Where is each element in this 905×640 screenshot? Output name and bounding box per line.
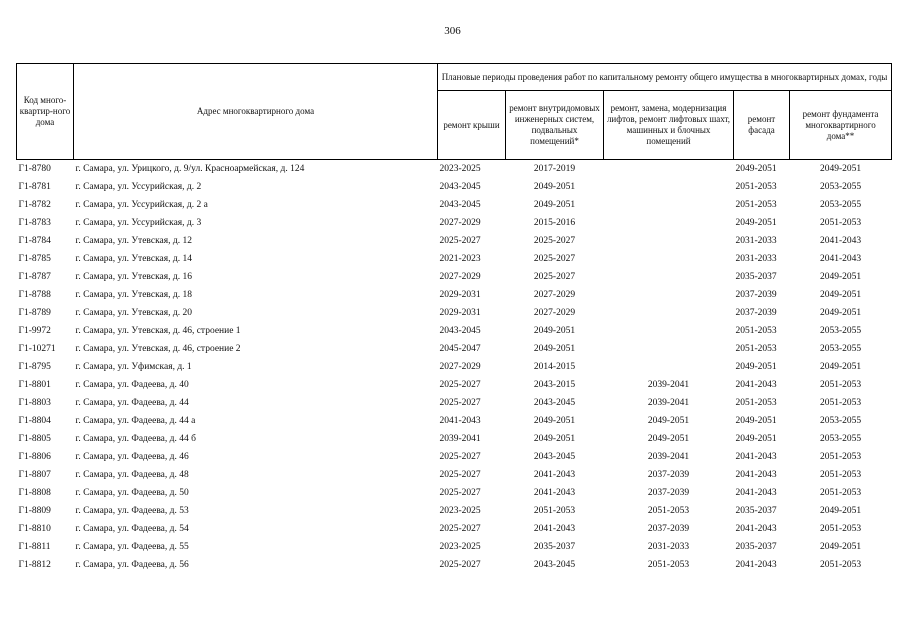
- cell-lifts: 2031-2033: [647, 542, 690, 552]
- cell-facade: 2035-2037: [735, 542, 777, 552]
- header-facade: ремонт фасада: [734, 91, 790, 160]
- cell-systems: 2049-2051: [533, 416, 576, 426]
- table-row: [17, 358, 892, 376]
- cell-code: Г1-9972: [18, 326, 51, 336]
- cell-systems: 2049-2051: [533, 200, 576, 210]
- table-row: [17, 484, 892, 502]
- page-number: 306: [444, 25, 461, 37]
- cell-address: г. Самара, ул. Фадеева, д. 48: [75, 470, 189, 480]
- cell-facade: 2049-2051: [735, 362, 777, 372]
- cell-address: г. Самара, ул. Фадеева, д. 55: [75, 542, 189, 552]
- cell-facade: 2031-2033: [735, 254, 777, 264]
- cell-systems: 2043-2045: [533, 452, 576, 462]
- cell-roof: 2043-2045: [439, 200, 481, 210]
- cell-facade: 2049-2051: [735, 164, 777, 174]
- cell-lifts: [604, 340, 734, 358]
- cell-code: Г1-8789: [18, 308, 51, 318]
- cell-facade: 2041-2043: [735, 560, 777, 570]
- cell-address: г. Самара, ул. Урицкого, д. 9/ул. Красноармейская, д. 124: [75, 164, 305, 174]
- header-address: Адрес многоквартирного дома: [74, 64, 438, 160]
- cell-systems: 2041-2043: [533, 470, 576, 480]
- cell-facade: 2041-2043: [735, 524, 777, 534]
- cell-code: Г1-8810: [18, 524, 51, 534]
- cell-foundation: 2051-2053: [819, 380, 862, 390]
- cell-foundation: 2053-2055: [819, 434, 862, 444]
- table-row: [17, 466, 892, 484]
- table-header: [17, 64, 892, 160]
- cell-address: г. Самара, ул. Утевская, д. 16: [75, 272, 192, 282]
- cell-systems: 2049-2051: [533, 182, 576, 192]
- cell-lifts: 2039-2041: [647, 398, 690, 408]
- table-row: [17, 322, 892, 340]
- cell-lifts: [604, 160, 734, 179]
- cell-facade: 2041-2043: [735, 488, 777, 498]
- cell-lifts: 2037-2039: [647, 524, 690, 534]
- cell-facade: 2035-2037: [735, 272, 777, 282]
- cell-code: Г1-8787: [18, 272, 51, 282]
- cell-roof: 2025-2027: [439, 560, 481, 570]
- cell-roof: 2023-2025: [439, 164, 481, 174]
- cell-address: г. Самара, ул. Фадеева, д. 40: [75, 380, 189, 390]
- header-foundation: ремонт фундамента многоквартирного дома**: [790, 91, 892, 160]
- cell-foundation: 2051-2053: [819, 488, 862, 498]
- cell-foundation: 2051-2053: [819, 218, 862, 228]
- cell-code: Г1-8809: [18, 506, 51, 516]
- cell-foundation: 2049-2051: [819, 272, 862, 282]
- cell-code: Г1-8806: [18, 452, 51, 462]
- cell-foundation: 2051-2053: [819, 560, 862, 570]
- cell-foundation: 2051-2053: [819, 398, 862, 408]
- cell-lifts: [604, 250, 734, 268]
- header-systems: ремонт внутридомовых инженерных систем, подвальных помещений*: [506, 91, 604, 160]
- cell-systems: 2043-2015: [533, 380, 576, 390]
- table-body: [17, 160, 892, 575]
- table-row: [17, 250, 892, 268]
- cell-address: г. Самара, ул. Уссурийская, д. 2 а: [75, 200, 208, 210]
- cell-facade: 2031-2033: [735, 236, 777, 246]
- table-row: [17, 232, 892, 250]
- cell-systems: 2025-2027: [533, 236, 576, 246]
- cell-code: Г1-8795: [18, 362, 51, 372]
- cell-systems: 2051-2053: [533, 506, 576, 516]
- cell-systems: 2027-2029: [533, 308, 576, 318]
- table-row: [17, 538, 892, 556]
- cell-facade: 2051-2053: [735, 398, 777, 408]
- cell-systems: 2025-2027: [533, 254, 576, 264]
- cell-roof: 2025-2027: [439, 236, 481, 246]
- cell-lifts: 2051-2053: [647, 560, 690, 570]
- cell-lifts: [604, 196, 734, 214]
- header-code: Код много-квартир-ного дома: [17, 64, 74, 160]
- cell-facade: 2051-2053: [735, 200, 777, 210]
- cell-roof: 2025-2027: [439, 398, 481, 408]
- cell-foundation: 2053-2055: [819, 182, 862, 192]
- table-row: [17, 556, 892, 574]
- cell-foundation: 2049-2051: [819, 506, 862, 516]
- cell-lifts: 2049-2051: [647, 434, 690, 444]
- cell-code: Г1-8788: [18, 290, 51, 300]
- table-row: [17, 268, 892, 286]
- cell-lifts: [604, 358, 734, 376]
- cell-address: г. Самара, ул. Фадеева, д. 46: [75, 452, 189, 462]
- cell-code: Г1-8783: [18, 218, 51, 228]
- cell-facade: 2037-2039: [735, 308, 777, 318]
- cell-address: г. Самара, ул. Фадеева, д. 44 а: [75, 416, 196, 426]
- cell-address: г. Самара, ул. Фадеева, д. 44: [75, 398, 189, 408]
- cell-foundation: 2051-2053: [819, 470, 862, 480]
- cell-address: г. Самара, ул. Фадеева, д. 44 б: [75, 434, 196, 444]
- cell-systems: 2049-2051: [533, 326, 576, 336]
- cell-lifts: 2039-2041: [647, 452, 690, 462]
- header-roof: ремонт крыши: [438, 91, 506, 160]
- table-row: [17, 178, 892, 196]
- table-row: [17, 520, 892, 538]
- cell-roof: 2045-2047: [439, 344, 481, 354]
- cell-roof: 2025-2027: [439, 524, 481, 534]
- capital-repair-table: [16, 63, 892, 574]
- cell-systems: 2014-2015: [533, 362, 576, 372]
- cell-code: Г1-8801: [18, 380, 51, 390]
- cell-foundation: 2041-2043: [819, 254, 862, 264]
- cell-systems: 2049-2051: [533, 434, 576, 444]
- cell-foundation: 2049-2051: [819, 290, 862, 300]
- cell-code: Г1-8782: [18, 200, 51, 210]
- table-row: [17, 376, 892, 394]
- cell-code: Г1-8807: [18, 470, 51, 480]
- table-row: [17, 160, 892, 179]
- cell-code: Г1-8780: [18, 164, 51, 174]
- cell-lifts: [604, 304, 734, 322]
- cell-facade: 2041-2043: [735, 470, 777, 480]
- cell-facade: 2037-2039: [735, 290, 777, 300]
- cell-foundation: 2051-2053: [819, 452, 862, 462]
- cell-systems: 2015-2016: [533, 218, 576, 228]
- cell-systems: 2049-2051: [533, 344, 576, 354]
- cell-address: г. Самара, ул. Уссурийская, д. 3: [75, 218, 202, 228]
- cell-systems: 2043-2045: [533, 398, 576, 408]
- cell-systems: 2041-2043: [533, 488, 576, 498]
- cell-facade: 2051-2053: [735, 344, 777, 354]
- cell-facade: 2035-2037: [735, 506, 777, 516]
- cell-address: г. Самара, ул. Утевская, д. 20: [75, 308, 192, 318]
- cell-code: Г1-8805: [18, 434, 51, 444]
- cell-facade: 2041-2043: [735, 380, 777, 390]
- cell-address: г. Самара, ул. Утевская, д. 46, строение 2: [75, 344, 241, 354]
- cell-roof: 2041-2043: [439, 416, 481, 426]
- cell-code: Г1-10271: [18, 344, 56, 354]
- cell-lifts: 2049-2051: [647, 416, 690, 426]
- cell-systems: 2041-2043: [533, 524, 576, 534]
- table-row: [17, 340, 892, 358]
- cell-facade: 2051-2053: [735, 182, 777, 192]
- cell-roof: 2043-2045: [439, 326, 481, 336]
- cell-facade: 2049-2051: [735, 218, 777, 228]
- cell-lifts: 2037-2039: [647, 488, 690, 498]
- table-row: [17, 430, 892, 448]
- table-row: [17, 196, 892, 214]
- cell-roof: 2023-2025: [439, 506, 481, 516]
- cell-systems: 2043-2045: [533, 560, 576, 570]
- table-row: [17, 412, 892, 430]
- cell-code: Г1-8812: [18, 560, 51, 570]
- cell-roof: 2021-2023: [439, 254, 481, 264]
- cell-facade: 2049-2051: [735, 416, 777, 426]
- cell-roof: 2023-2025: [439, 542, 481, 552]
- cell-roof: 2039-2041: [439, 434, 481, 444]
- cell-facade: 2041-2043: [735, 452, 777, 462]
- cell-roof: 2029-2031: [439, 308, 481, 318]
- table-row: [17, 448, 892, 466]
- cell-systems: 2017-2019: [533, 164, 576, 174]
- cell-lifts: [604, 286, 734, 304]
- cell-address: г. Самара, ул. Фадеева, д. 54: [75, 524, 189, 534]
- table-row: [17, 286, 892, 304]
- cell-code: Г1-8785: [18, 254, 51, 264]
- cell-foundation: 2049-2051: [819, 308, 862, 318]
- table-row: [17, 214, 892, 232]
- cell-foundation: 2049-2051: [819, 164, 862, 174]
- cell-foundation: 2053-2055: [819, 416, 862, 426]
- cell-lifts: 2037-2039: [647, 470, 690, 480]
- cell-address: г. Самара, ул. Фадеева, д. 56: [75, 560, 189, 570]
- cell-roof: 2025-2027: [439, 452, 481, 462]
- cell-address: г. Самара, ул. Уссурийская, д. 2: [75, 182, 202, 192]
- cell-facade: 2049-2051: [735, 434, 777, 444]
- cell-code: Г1-8803: [18, 398, 51, 408]
- cell-foundation: 2041-2043: [819, 236, 862, 246]
- cell-roof: 2025-2027: [439, 488, 481, 498]
- cell-lifts: [604, 214, 734, 232]
- cell-address: г. Самара, ул. Уфимская, д. 1: [75, 362, 192, 372]
- cell-lifts: 2051-2053: [647, 506, 690, 516]
- cell-roof: 2025-2027: [439, 470, 481, 480]
- cell-code: Г1-8781: [18, 182, 51, 192]
- cell-lifts: [604, 322, 734, 340]
- cell-code: Г1-8784: [18, 236, 51, 246]
- cell-systems: 2027-2029: [533, 290, 576, 300]
- cell-address: г. Самара, ул. Утевская, д. 14: [75, 254, 192, 264]
- table-row: [17, 394, 892, 412]
- cell-roof: 2043-2045: [439, 182, 481, 192]
- cell-lifts: [604, 232, 734, 250]
- cell-address: г. Самара, ул. Утевская, д. 18: [75, 290, 192, 300]
- cell-code: Г1-8804: [18, 416, 51, 426]
- cell-code: Г1-8808: [18, 488, 51, 498]
- cell-roof: 2025-2027: [439, 380, 481, 390]
- table-row: [17, 502, 892, 520]
- cell-lifts: [604, 268, 734, 286]
- cell-address: г. Самара, ул. Утевская, д. 46, строение 1: [75, 326, 241, 336]
- cell-foundation: 2053-2055: [819, 200, 862, 210]
- cell-roof: 2027-2029: [439, 218, 481, 228]
- cell-address: г. Самара, ул. Фадеева, д. 53: [75, 506, 189, 516]
- cell-code: Г1-8811: [18, 542, 51, 552]
- cell-foundation: 2053-2055: [819, 344, 862, 354]
- cell-foundation: 2049-2051: [819, 362, 862, 372]
- cell-systems: 2035-2037: [533, 542, 576, 552]
- header-periods-title: Плановые периоды проведения работ по капитальному ремонту общего имущества в многоквартирных домах, годы: [438, 64, 892, 91]
- cell-systems: 2025-2027: [533, 272, 576, 282]
- cell-address: г. Самара, ул. Фадеева, д. 50: [75, 488, 189, 498]
- cell-roof: 2029-2031: [439, 290, 481, 300]
- cell-roof: 2027-2029: [439, 272, 481, 282]
- cell-address: г. Самара, ул. Утевская, д. 12: [75, 236, 192, 246]
- table-row: [17, 304, 892, 322]
- cell-lifts: 2039-2041: [647, 380, 690, 390]
- cell-facade: 2051-2053: [735, 326, 777, 336]
- cell-foundation: 2049-2051: [819, 542, 862, 552]
- cell-roof: 2027-2029: [439, 362, 481, 372]
- cell-lifts: [604, 178, 734, 196]
- cell-foundation: 2053-2055: [819, 326, 862, 336]
- cell-foundation: 2051-2053: [819, 524, 862, 534]
- header-lifts: ремонт, замена, модернизация лифтов, ремонт лифтовых шахт, машинных и блочных помещений: [604, 91, 734, 160]
